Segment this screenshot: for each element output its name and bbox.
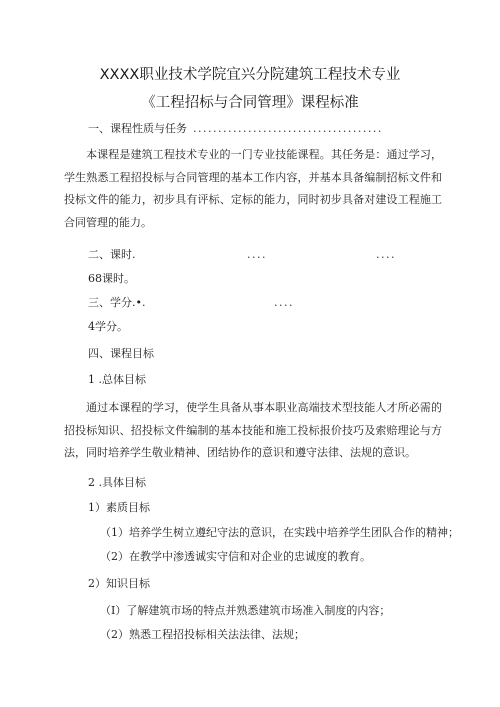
paragraph-overall-objective: 通过本课程的学习，使学生具备从事本职业高端技术型技能人才所必需的招投标知识、招投标文件编制的基本技能和施工投标报价技巧及索赔理论与方法，同时培养学生敬业精神、团结协作的意识和遵守法律、法规的意识。 bbox=[64, 401, 442, 459]
subheading-overall-objective: 1 .总体目标 bbox=[88, 373, 146, 386]
subheading-knowledge-objectives: 2）知识目标 bbox=[88, 577, 150, 590]
subheading-specific-objectives: 2 .具体目标 bbox=[88, 476, 146, 489]
paragraph-course-nature: 本课程是建筑工程技术专业的一门专业技能课程。其任务是：通过学习，学生熟悉工程招投标与合同管理的基本工作内容，并基本具备编制招标文件和投标文件的能力，初步具有评标、定标的能力，同时初步具备对建设工程施工合同管理的能力。 bbox=[64, 148, 442, 229]
quality-objective-item: （2）在教学中渗透诚实守信和对企业的忠诚度的教育。 bbox=[100, 550, 371, 563]
toc-dots: .... bbox=[376, 248, 396, 261]
document-title-line2: 《工程招标与合同管理》课程标准 bbox=[141, 95, 359, 111]
toc-dots: .... bbox=[247, 248, 267, 261]
section-heading-nature: 一、课程性质与任务 bbox=[88, 122, 187, 135]
toc-dots: .... bbox=[274, 296, 294, 309]
section-heading-hours: 二、课时. bbox=[88, 248, 136, 261]
hours-value: 68课时。 bbox=[88, 272, 135, 285]
credits-value: 4学分。 bbox=[88, 320, 128, 333]
knowledge-objective-item: （I）了解建筑市场的特点并熟悉建筑市场准入制度的内容； bbox=[100, 604, 391, 617]
quality-objective-item: （1）培养学生树立遵纪守法的意识，在实践中培养学生团队合作的精神； bbox=[100, 526, 459, 539]
section-heading-objectives: 四、课程目标 bbox=[88, 347, 154, 360]
section-heading-credits: 三、学分.•. bbox=[88, 296, 146, 309]
toc-dots: ...................................... bbox=[193, 122, 383, 135]
subheading-quality-objectives: 1）素质目标 bbox=[88, 501, 150, 514]
knowledge-objective-item: （2）熟悉工程招投标相关法法律、法规； bbox=[100, 628, 305, 641]
document-title-line1: XXXX职业技术学院宜兴分院建筑工程技术专业 bbox=[99, 67, 401, 83]
